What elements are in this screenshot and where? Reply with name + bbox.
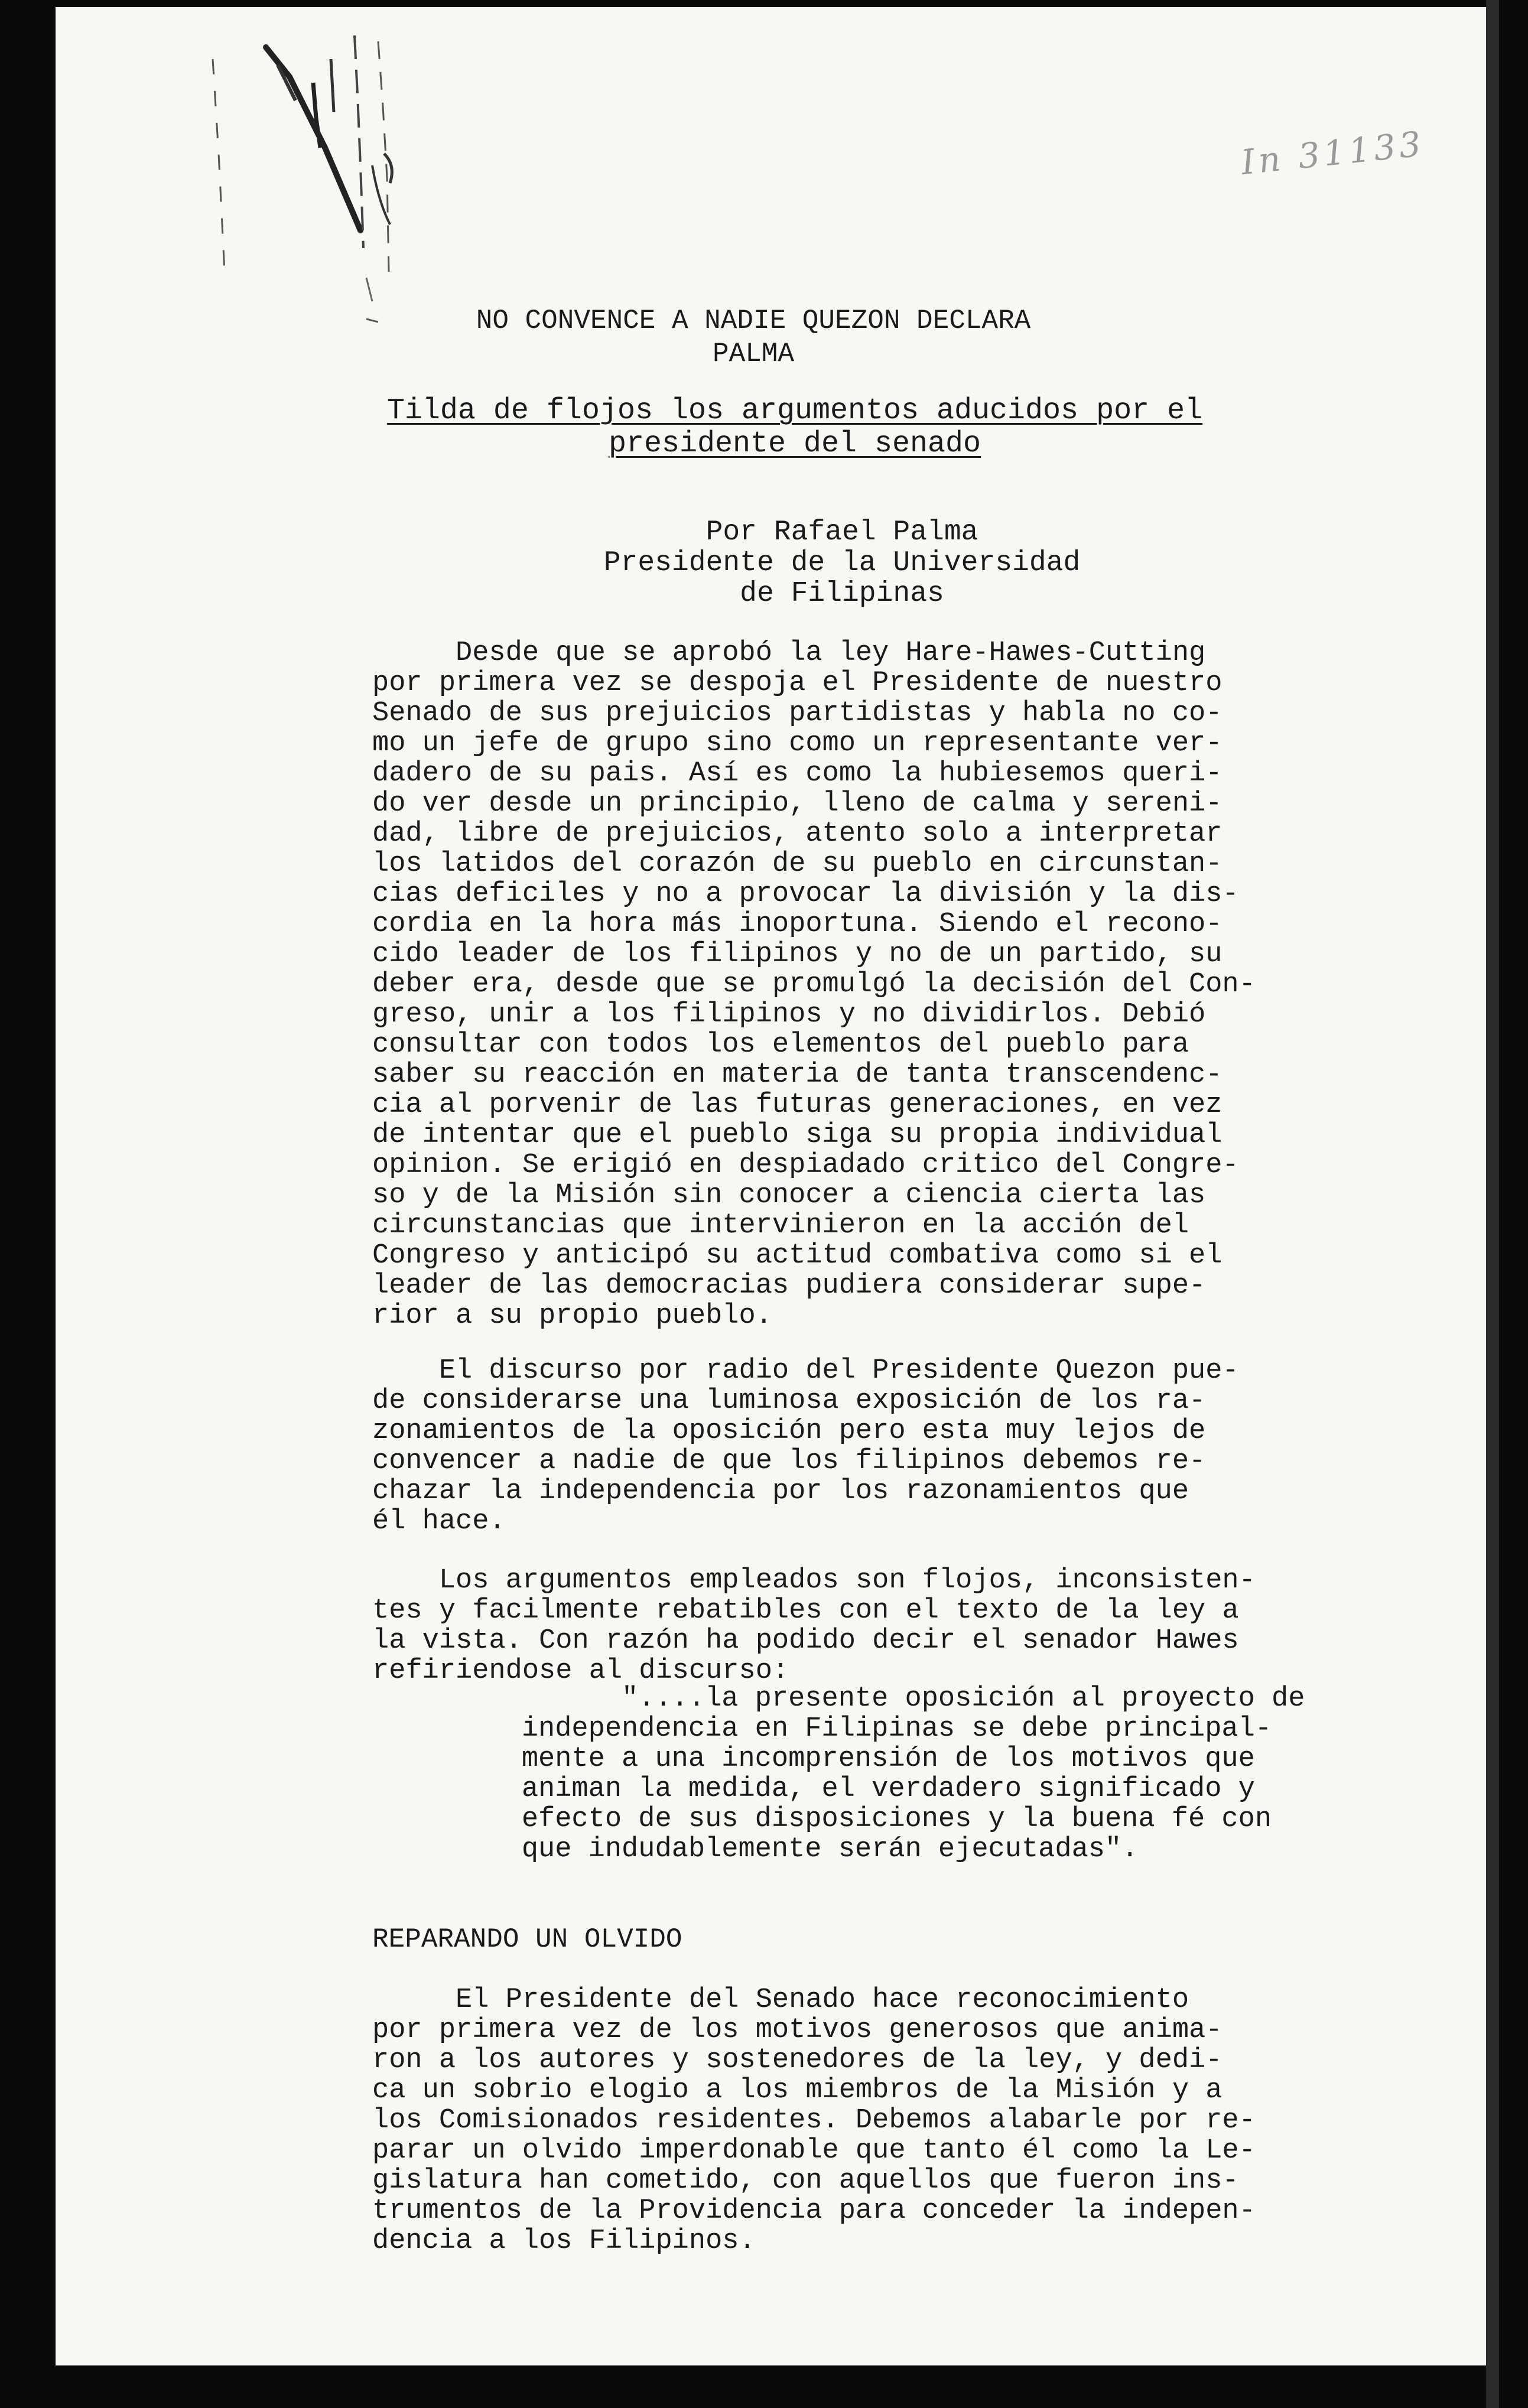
scratch-mark: [213, 59, 225, 272]
byline: [532, 517, 1152, 609]
body-paragraph: Los argumentos empleados son flojos, inconsisten- tes y facilmente rebatibles con el texto de la ley a la vista. Con razón ha podido decir el senador Hawes refiriendose al discurso:: [372, 1565, 1256, 1687]
byline-title: de Filipinas: [740, 578, 944, 610]
scratch-mark: [384, 154, 392, 183]
subheadline: [366, 395, 1223, 461]
headline-line: PALMA: [712, 339, 795, 369]
headline-line: NO CONVENCE A NADIE QUEZON DECLARA: [476, 305, 1031, 336]
byline-author: Por Rafael Palma: [706, 516, 978, 548]
body-paragraph: El Presidente del Senado hace reconocimiento por primera vez de los motivos generosos que anima- ron a los autores y sostenedores de la ley, y dedi- ca un sobrio elogio a los miembros de la Misión y a los Comisionados residentes. Debemos alabarle por re- parar un olvido imperdonable que tanto él como la Le- gislatura han cometido, con aquellos que fueron ins- trumentos de la Providencia para conceder la indepen- dencia a los Filipinos.: [372, 1984, 1256, 2257]
scratch-mark: [366, 278, 372, 301]
headline: [355, 304, 1152, 370]
subheadline-line: presidente del senado: [608, 427, 981, 461]
body-paragraph: El discurso por radio del Presidente Quezon pue- de considerarse una luminosa exposición de los ra- zonamientos de la oposición pero esta muy lejos de convencer a nadie de que los filipinos debemos re- chazar la independencia por los razonamientos que él hace.: [372, 1355, 1239, 1537]
ink-scratch-marks: [195, 24, 455, 331]
section-heading: REPARANDO UN OLVIDO: [372, 1924, 682, 1955]
scratch-mark: [331, 59, 334, 112]
sheet-edge-shadow: [1486, 0, 1499, 2408]
subheadline-line: Tilda de flojos los argumentos aducidos por el: [386, 394, 1203, 428]
handwritten-annotation: In 31133: [1239, 123, 1426, 183]
block-quote: "....la presente oposición al proyecto de independencia en Filipinas se debe principal- mente a una incomprensión de los motivos que animan la medida, el verdadero significado y efecto de sus disposiciones y la buena fé con que indudablemente serán ejecutadas".: [521, 1683, 1305, 1865]
scratch-mark: [313, 83, 320, 148]
body-paragraph: Desde que se aprobó la ley Hare-Hawes-Cutting por primera vez se despoja el Presidente de nuestro Senado de sus prejuicios partidistas y habla no co- mo un jefe de grupo sino como un representante ver- dadero de su pais. Así es como la hubiesemos queri- do ver desde un principio, lleno de calma y sereni- dad, libre de prejuicios, atento solo a interpretar los latidos del corazón de su pueblo en circunstan- cias deficiles y no a provocar la división y la dis- cordia en la hora más inoportuna. Siendo el recono- cido leader de los filipinos y no de un partido, su deber era, desde que se promulgó la decisión del Con- greso, unir a los filipinos y no dividirlos. Debió consultar con todos los elementos del pueblo para saber su reacción en materia de tanta transcendenc- cia al porvenir de las futuras generaciones, en vez de intentar que el pueblo siga su propia individual opinion. Se erigió en despiadado critico del Congre- so y de la Misión sin conocer a ciencia cierta las circunstancias que intervinieron en la acción del Congreso y anticipó su actitud combativa como si el leader de las democracias pudiera considerar supe- rior a su propio pueblo.: [372, 637, 1256, 1332]
byline-title: Presidente de la Universidad: [603, 547, 1081, 579]
scratch-mark: [266, 47, 360, 230]
